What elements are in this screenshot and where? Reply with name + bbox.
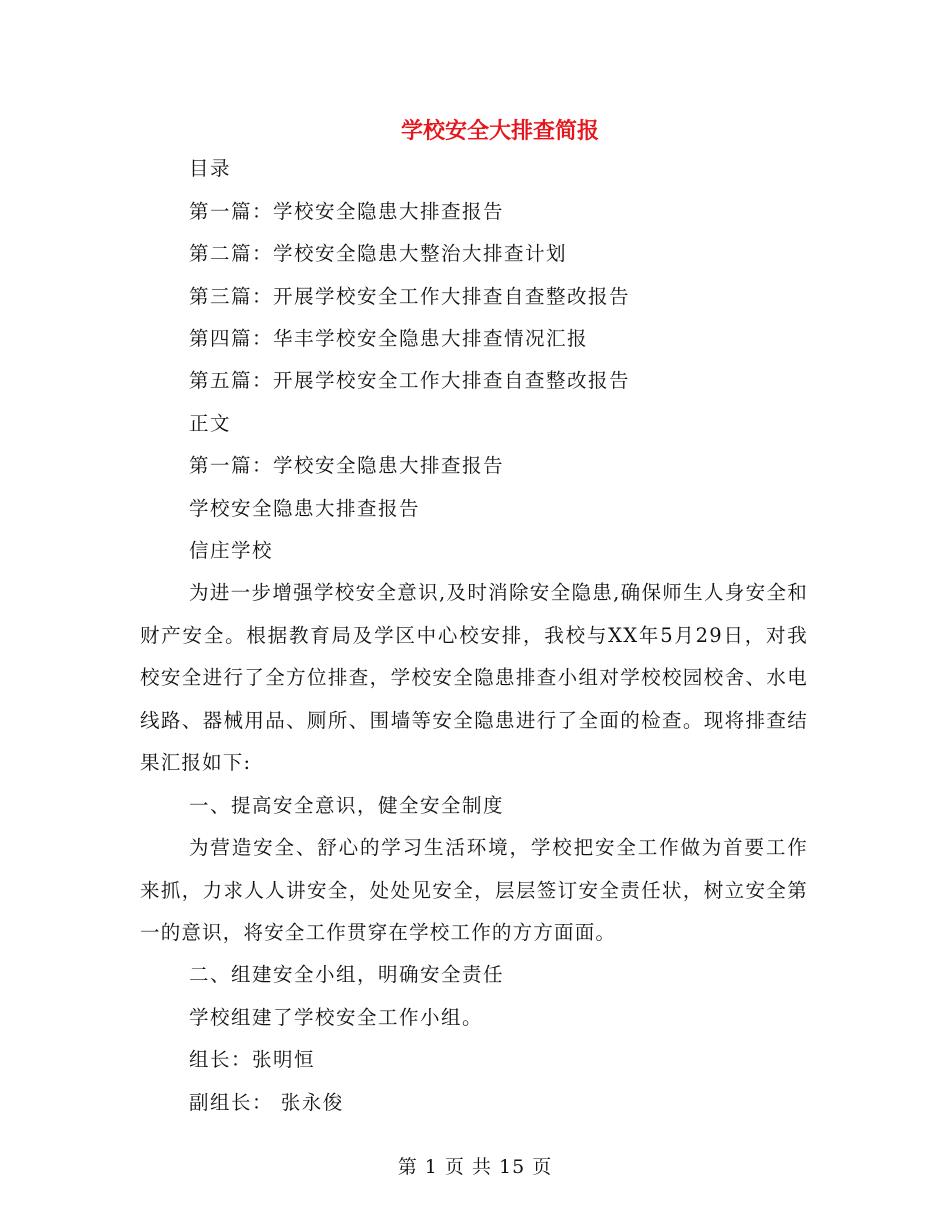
toc-item-5: 第五篇：开展学校安全工作大排查自查整改报告	[189, 369, 631, 392]
toc-item-1: 第一篇：学校安全隐患大排查报告	[189, 200, 505, 223]
document-title: 学校安全大排查简报	[400, 118, 599, 144]
section-1-heading: 一、提高安全意识，健全安全制度	[189, 794, 505, 817]
toc-item-2: 第二篇：学校安全隐患大整治大排查计划	[189, 242, 568, 265]
group-leader: 组长：张明恒	[189, 1048, 316, 1071]
section-2-heading: 二、组建安全小组，明确安全责任	[189, 963, 505, 986]
toc-item-4: 第四篇：华丰学校安全隐患大排查情况汇报	[189, 327, 589, 350]
body-heading: 正文	[189, 412, 232, 435]
toc-heading: 目录	[189, 157, 232, 180]
group-intro: 学校组建了学校安全工作小组。	[189, 1006, 484, 1029]
group-deputy-leader: 副组长： 张永俊	[189, 1091, 344, 1114]
report-title: 学校安全隐患大排查报告	[189, 497, 421, 520]
page-number-footer: 第 1 页 共 15 页	[397, 1156, 553, 1178]
toc-item-3: 第三篇：开展学校安全工作大排查自查整改报告	[189, 285, 631, 308]
paragraph-safety-awareness: 为营造安全、舒心的学习生活环境，学校把安全工作做为首要工作来抓，力求人人讲安全，处处见安全，层层签订安全责任状，树立安全第一的意识，将安全工作贯穿在学校工作的方方面面。	[140, 836, 808, 944]
school-name: 信庄学校	[189, 539, 274, 562]
paragraph-intro: 为进一步增强学校安全意识,及时消除安全隐患,确保师生人身安全和财产安全。根据教育局及学区中心校安排，我校与XX年5月29日，对我校安全进行了全方位排查，学校安全隐患排查小组对学校校园校舍、水电线路、器械用品、厕所、围墙等安全隐患进行了全面的检查。现将排查结果汇报如下:	[140, 581, 808, 774]
part-title: 第一篇：学校安全隐患大排查报告	[189, 454, 505, 477]
